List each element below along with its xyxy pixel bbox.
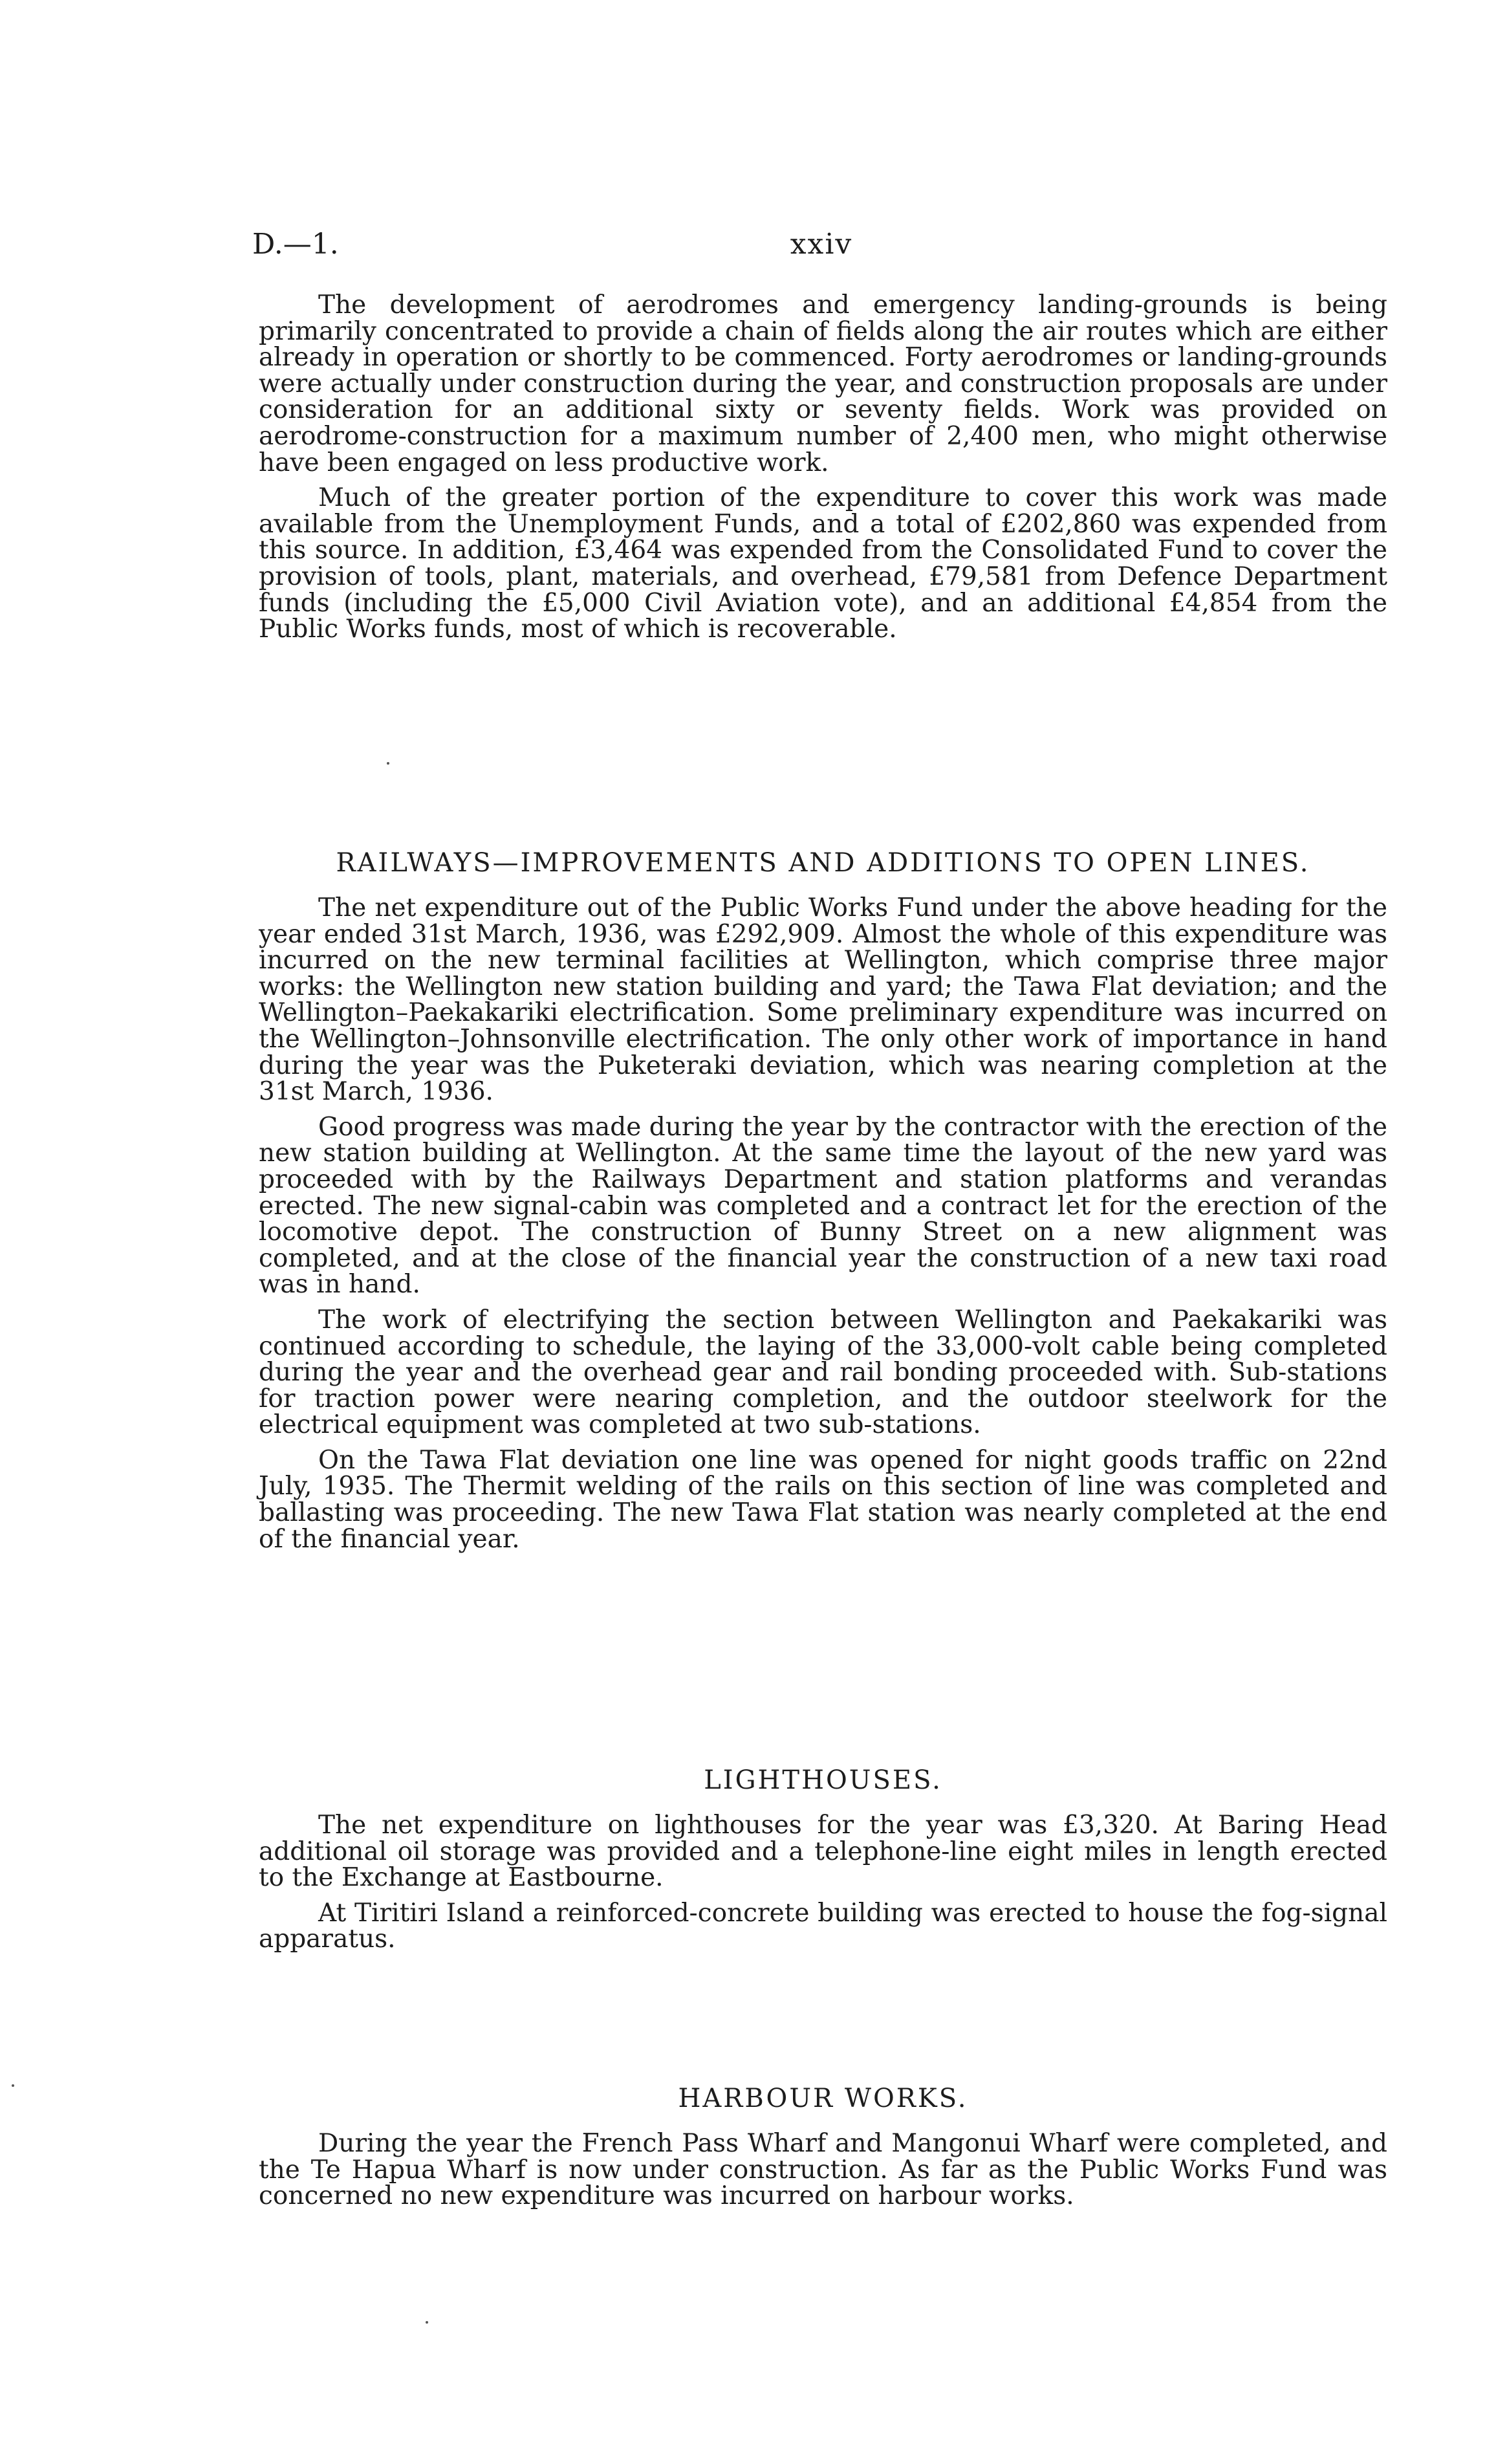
paragraph: Good progress was made during the year by the contractor with the erection of the new station building at Wellington. At the same time the layout of the new yard was proceeded with by the Railways Department and station platforms and verandas erected. The new signal-cabin was completed and a contract let for the erection of the locomotive depot. The construction of Bunny Street on a new alignment was completed, and at the close of the financial year the construction of a new taxi road was in hand.: [259, 1112, 1387, 1300]
document-reference: D.—1.: [252, 228, 339, 261]
paragraph: At Tiritiri Island a reinforced-concrete building was erected to house the fog-signal apparatus.: [259, 1898, 1387, 1954]
scan-speck: [12, 2084, 14, 2087]
paragraph: The work of electrifying the section between Wellington and Paekakariki was continued according to schedule, the laying of the 33,000-volt cable being completed during the year and the overhead gear and rail bonding proceeded with. Sub-stations for traction power were nearing completion, and the outdoor steelwork for the electrical equipment was completed at two sub-stations.: [259, 1305, 1387, 1440]
scan-speck: [387, 762, 389, 765]
paragraph: During the year the French Pass Wharf and Mangonui Wharf were completed, and the Te Hapua Wharf is now under construction. As far as the Public Works Fund was concerned no new expenditure was incurred on harbour works.: [259, 2129, 1387, 2211]
lighthouses-section: [259, 1765, 1387, 1962]
page-number: xxiv: [790, 228, 853, 261]
section-heading: HARBOUR WORKS.: [678, 2084, 968, 2113]
paragraph: On the Tawa Flat deviation one line was opened for night goods traffic on 22nd July, 1935. The Thermit welding of the rails on this section of line was completed and ballasting was proceeding. The new Tawa Flat station was nearly completed at the end of the financial year.: [259, 1445, 1387, 1554]
section-heading: LIGHTHOUSES.: [704, 1765, 942, 1795]
railways-section: [259, 847, 1387, 1562]
paragraph: The development of aerodromes and emergency landing-grounds is being primarily concentrated to provide a chain of fields along the air routes which are either already in operation or shortly to be commenced. Forty aerodromes or landing-grounds were actually under construction during the year, and construction proposals are under consideration for an additional sixty or seventy fields. Work was provided on aerodrome-construction for a maximum number of 2,400 men, who might otherwise have been engaged on less productive work.: [259, 290, 1387, 477]
page-header: [252, 228, 1391, 267]
harbour-works-section: [259, 2083, 1387, 2219]
scan-speck: [426, 2321, 428, 2324]
paragraph: Much of the greater portion of the expenditure to cover this work was made available from the Unemployment Funds, and a total of £202,860 was expended from this source. In addition, £3,464 was expended from the Consolidated Fund to cover the provision of tools, plant, materials, and overhead, £79,581 from Defence Department funds (including the £5,000 Civil Aviation vote), and an additional £4,854 from the Public Works funds, most of which is recoverable.: [259, 483, 1387, 644]
paragraph: The net expenditure on lighthouses for the year was £3,320. At Baring Head additional oil storage was provided and a telephone-line eight miles in length erected to the Exchange at Eastbourne.: [259, 1811, 1387, 1893]
aerodromes-section: [259, 292, 1387, 652]
paragraph: The net expenditure out of the Public Works Fund under the above heading for the year ended 31st March, 1936, was £292,909. Almost the whole of this expenditure was incurred on the new terminal facilities at Wellington, which comprise three major works: the Wellington new station building and yard; the Tawa Flat deviation; and the Wellington–Paekakariki electrification. Some preliminary expenditure was incurred on the Wellington–Johnsonville electrification. The only other work of importance in hand during the year was the Puketeraki deviation, which was nearing completion at the 31st March, 1936.: [259, 893, 1387, 1107]
section-heading: RAILWAYS—IMPROVEMENTS AND ADDITIONS TO OPEN LINES.: [336, 848, 1310, 878]
